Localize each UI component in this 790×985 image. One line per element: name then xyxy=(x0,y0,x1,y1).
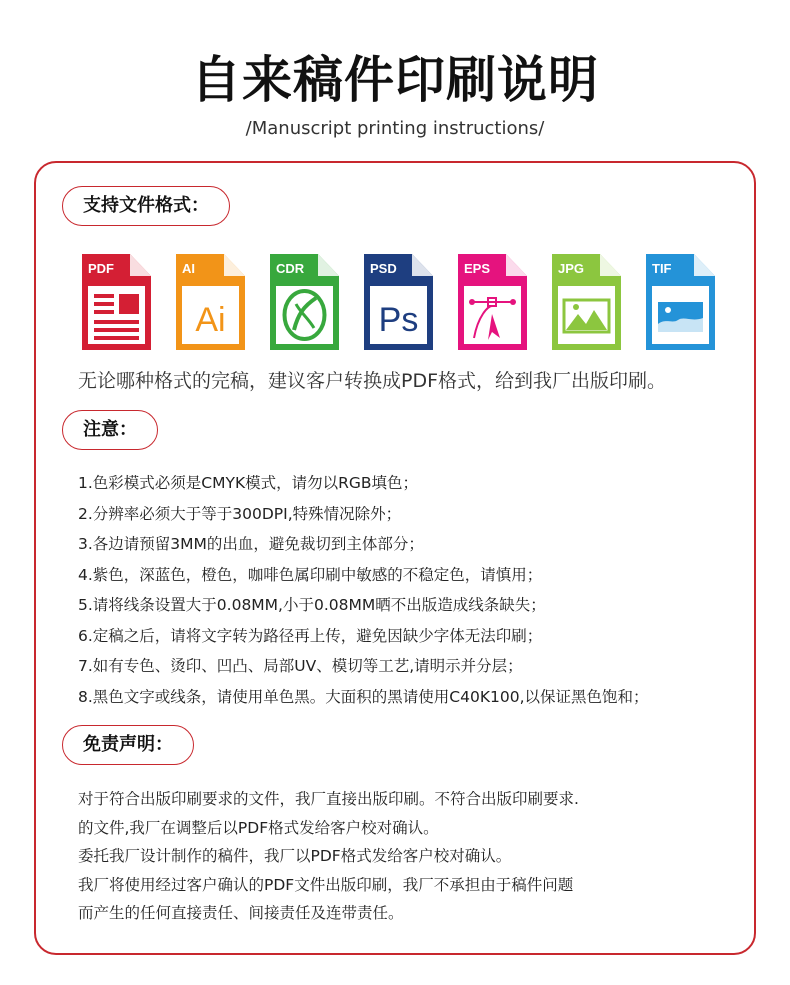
ai-label: AI xyxy=(182,261,195,276)
notice-heading: 注意： xyxy=(62,410,158,450)
disclaimer-text xyxy=(78,785,579,928)
disclaimer-line: 而产生的任何直接责任、间接责任及连带责任。 xyxy=(78,904,404,922)
image-icon xyxy=(552,254,621,350)
disclaimer-line: 的文件,我厂在调整后以PDF格式发给客户校对确认。 xyxy=(78,818,439,837)
page-subtitle: /Manuscript printing instructions/ xyxy=(245,118,545,139)
vector-pen-icon xyxy=(458,254,527,350)
photoshop-icon xyxy=(364,254,433,350)
jpg-label: JPG xyxy=(558,261,585,276)
psd-label: PSD xyxy=(370,261,397,276)
formats-heading: 支持文件格式： xyxy=(62,186,230,226)
list-item: 1.色彩模式必须是CMYK模式，请勿以RGB填色； xyxy=(78,474,419,492)
list-item: 7.如有专色、烫印、凹凸、局部UV、模切等工艺,请明示并分层； xyxy=(78,657,523,675)
ps-glyph: Ps xyxy=(378,301,419,339)
disclaimer-line: 委托我厂设计制作的稿件，我厂以PDF格式发给客户校对确认。 xyxy=(78,847,512,865)
list-item: 2.分辨率必须大于等于300DPI,特殊情况除外； xyxy=(78,504,402,523)
format-icons xyxy=(82,254,722,350)
disclaimer-heading: 免责声明： xyxy=(62,725,194,765)
cdr-label: CDR xyxy=(276,261,305,276)
list-item: 3.各边请预留3MM的出血，避免裁切到主体部分； xyxy=(78,535,424,553)
coreldraw-icon xyxy=(270,254,339,350)
illustrator-icon xyxy=(176,254,245,350)
list-item: 4.紫色，深蓝色，橙色，咖啡色属印刷中敏感的不稳定色，请慎用； xyxy=(78,565,543,584)
disclaimer-line: 我厂将使用经过客户确认的PDF文件出版印刷，我厂不承担由于稿件问题 xyxy=(78,875,574,894)
list-item: 5.请将线条设置大于0.08MM,小于0.08MM晒不出版造成线条缺失； xyxy=(78,596,546,614)
page-title: 自来稿件印刷说明 xyxy=(191,51,599,109)
disclaimer-line: 对于符合出版印刷要求的文件，我厂直接出版印刷。不符合出版印刷要求. xyxy=(78,790,579,808)
ai-glyph: Ai xyxy=(195,301,226,339)
formats-recommendation: 无论哪种格式的完稿，建议客户转换成PDF格式，给到我厂出版印刷。 xyxy=(78,370,667,392)
tif-image-icon xyxy=(646,254,715,350)
pdf-label: PDF xyxy=(88,261,114,276)
pdf-document-icon xyxy=(82,254,151,350)
tif-label: TIF xyxy=(652,261,672,276)
notice-list xyxy=(78,468,649,712)
eps-label: EPS xyxy=(464,261,491,276)
list-item: 6.定稿之后，请将文字转为路径再上传，避免因缺少字体无法印刷； xyxy=(78,626,543,645)
list-item: 8.黑色文字或线条，请使用单色黑。大面积的黑请使用C40K100,以保证黑色饱和； xyxy=(78,687,649,706)
